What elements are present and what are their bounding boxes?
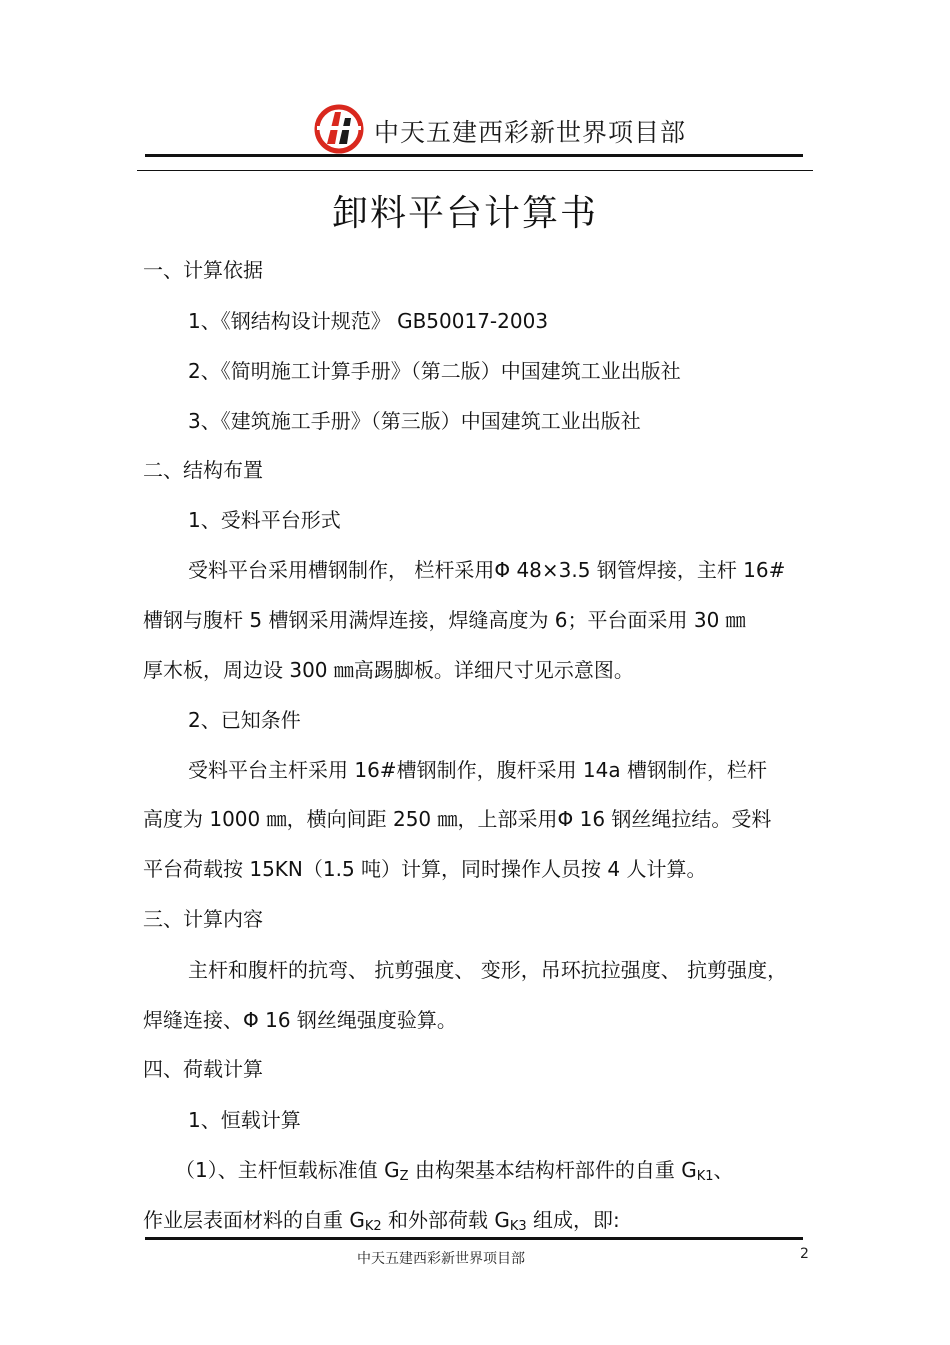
formula-text: 作业层表面材料的自重 G	[143, 1208, 365, 1232]
formula-line	[143, 1207, 813, 1240]
paragraph-line: 厚木板，周边设 300 ㎜高踢脚板。详细尺寸见示意图。	[143, 658, 634, 682]
section-heading: 四、荷载计算	[143, 1057, 263, 1081]
subscript: K2	[364, 1219, 382, 1234]
subsection-heading: 1、恒载计算	[188, 1108, 301, 1132]
section-heading: 一、计算依据	[143, 258, 263, 282]
paragraph-line: 槽钢与腹杆 5 槽钢采用满焊连接，焊缝高度为 6；平台面采用 30 ㎜	[143, 608, 746, 632]
section-heading: 三、计算内容	[143, 907, 263, 931]
formula-text: （1）、主杆恒载标准值 G	[175, 1158, 400, 1182]
section-heading: 二、结构布置	[143, 458, 263, 482]
formula-text: 组成，即:	[526, 1208, 620, 1232]
formula-text: 、	[713, 1158, 734, 1182]
page-number: 2	[800, 1246, 809, 1262]
header-rule-thin	[137, 170, 813, 171]
paragraph-line: 受料平台主杆采用 16#槽钢制作，腹杆采用 14a 槽钢制作，栏杆	[188, 758, 767, 782]
subscript: K1	[696, 1169, 714, 1184]
subsection-heading: 2、已知条件	[188, 708, 301, 732]
footer-rule	[145, 1237, 803, 1240]
header-rule-thick	[145, 154, 803, 157]
formula-line	[175, 1157, 845, 1190]
reference-item: 3、《建筑施工手册》（第三版）中国建筑工业出版社	[188, 409, 641, 433]
document-title: 卸料平台计算书	[331, 193, 598, 234]
paragraph-line: 高度为 1000 ㎜，横向间距 250 ㎜，上部采用Φ 16 钢丝绳拉结。受料	[143, 807, 772, 831]
reference-item: 1、《钢结构设计规范》 GB50017-2003	[188, 309, 549, 333]
subscript: Z	[399, 1169, 409, 1184]
formula-text: 和外部荷载 G	[381, 1208, 510, 1232]
subsection-heading: 1、受料平台形式	[188, 508, 341, 532]
header-title: 中天五建西彩新世界项目部	[374, 118, 687, 147]
paragraph-line: 受料平台采用槽钢制作， 栏杆采用Φ 48×3.5 钢管焊接，主杆 16#	[188, 558, 786, 582]
company-logo-icon	[313, 104, 365, 154]
paragraph-line: 平台荷载按 15KN（1.5 吨）计算，同时操作人员按 4 人计算。	[143, 857, 707, 881]
paragraph-line: 焊缝连接、Φ 16 钢丝绳强度验算。	[143, 1008, 457, 1032]
page-header	[0, 0, 950, 175]
footer-text: 中天五建西彩新世界项目部	[357, 1251, 525, 1267]
reference-item: 2、《简明施工计算手册》（第二版）中国建筑工业出版社	[188, 359, 681, 383]
paragraph-line: 主杆和腹杆的抗弯、 抗剪强度、 变形，吊环抗拉强度、 抗剪强度，	[188, 958, 788, 982]
formula-text: 由构架基本结构杆部件的自重 G	[408, 1158, 697, 1182]
subscript: K3	[509, 1219, 527, 1234]
